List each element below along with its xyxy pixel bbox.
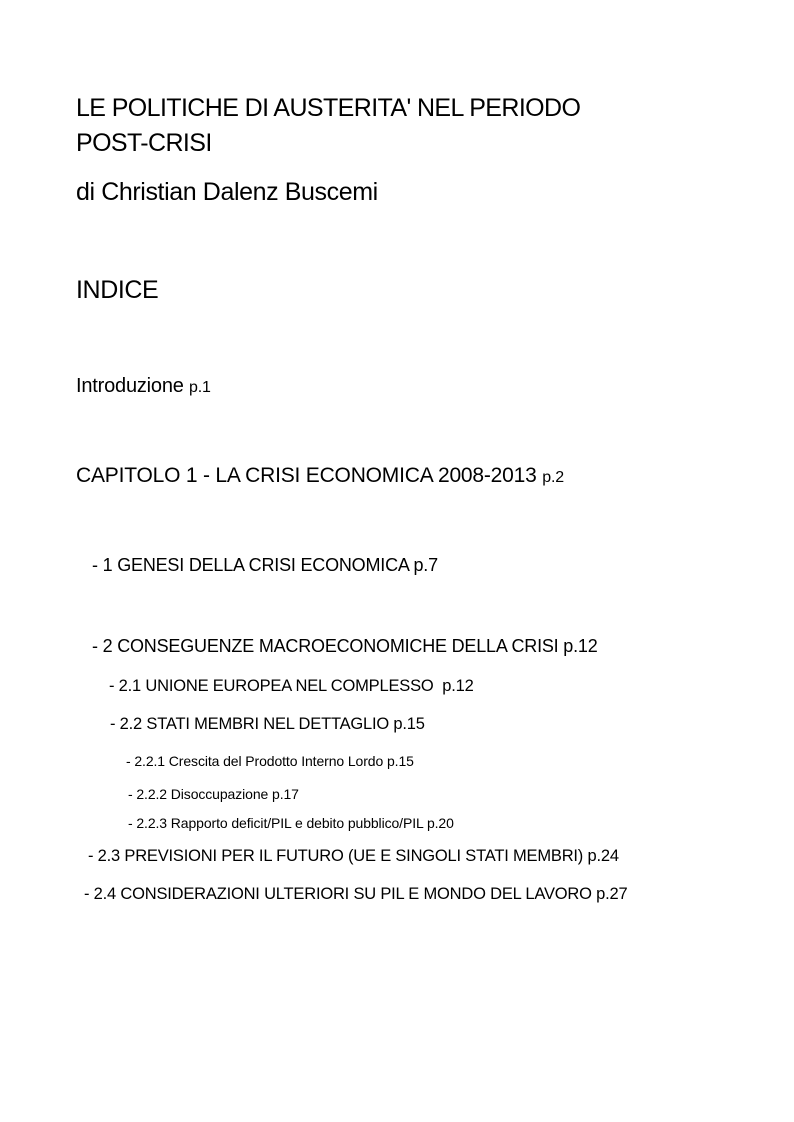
toc-entry-page: p.20 [426,815,454,831]
toc-entry-page: p.2 [542,469,564,486]
toc-entry-label: CAPITOLO 1 - LA CRISI ECONOMICA 2008-2013 [76,464,537,487]
toc-entry-2-2-2 [128,786,299,802]
toc-entry-label: - 2.2 STATI MEMBRI NEL DETTAGLIO [110,715,390,733]
toc-entry-page: p.15 [393,715,425,733]
toc-entry-label: - 2 CONSEGUENZE MACROECONOMICHE DELLA CRISI [92,636,559,656]
index-heading: INDICE [76,276,159,304]
document-author: di Christian Dalenz Buscemi [76,178,378,206]
toc-entry-label: - 1 GENESI DELLA CRISI ECONOMICA [92,555,409,575]
toc-entry-2-2-1 [126,753,414,769]
toc-entry-2-1 [109,677,474,696]
toc-entry-page: p.17 [272,786,299,802]
toc-entry-page: p.7 [413,555,438,575]
toc-entry-2-2 [110,715,425,734]
document-title-line-1: LE POLITICHE DI AUSTERITA' NEL PERIODO [76,94,581,122]
toc-entry-page: p.24 [587,847,619,865]
toc-entry-label: - 2.2.1 Crescita del Prodotto Interno Lordo [126,753,384,769]
toc-entry-2-2-3 [128,815,454,831]
toc-entry-label: - 2.1 UNIONE EUROPEA NEL COMPLESSO [109,677,438,695]
toc-entry-introduzione [76,375,211,398]
toc-entry-page: p.12 [563,636,598,656]
toc-entry-1 [92,555,438,576]
toc-entry-chapter-1 [76,464,564,488]
toc-entry-label: - 2.3 PREVISIONI PER IL FUTURO (UE E SINGOLI STATI MEMBRI) [88,847,584,865]
document-title-line-2: POST-CRISI [76,129,212,157]
toc-entry-label: Introduzione [76,375,184,397]
toc-entry-2 [92,636,598,657]
toc-entry-page: p.1 [189,379,211,396]
toc-entry-page: p.12 [442,677,474,695]
toc-entry-label: - 2.2.3 Rapporto deficit/PIL e debito pubblico/PIL [128,815,424,831]
toc-entry-label: - 2.4 CONSIDERAZIONI ULTERIORI SU PIL E MONDO DEL LAVORO [84,885,592,903]
toc-entry-2-4 [84,885,627,904]
toc-entry-label: - 2.2.2 Disoccupazione [128,786,269,802]
toc-entry-page: p.27 [596,885,628,903]
toc-entry-page: p.15 [386,753,414,769]
toc-entry-2-3 [88,847,619,866]
